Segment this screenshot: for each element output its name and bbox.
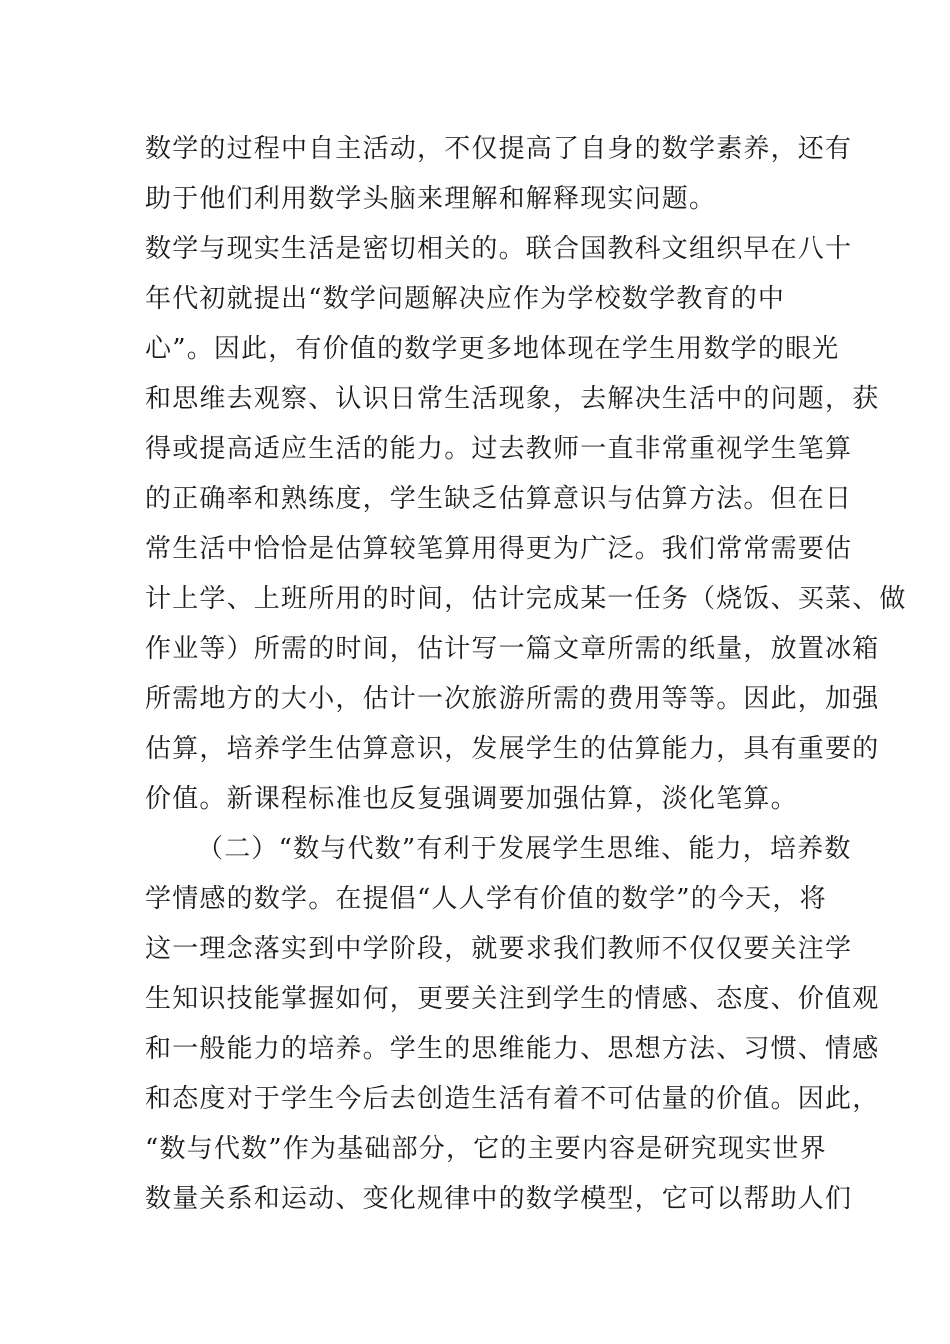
text-line: 学情感的数学。在提倡“人人学有价值的数学”的今天，将 bbox=[145, 884, 827, 914]
text-line: 常生活中恰恰是估算较笔算用得更为广泛。我们常常需要估 bbox=[145, 534, 853, 564]
text-line: 数量关系和运动、变化规律中的数学模型，它可以帮助人们 bbox=[145, 1184, 853, 1214]
text-line: 计上学、上班所用的时间，估计完成某一任务（烧饭、买菜、做 bbox=[145, 584, 907, 614]
text-line: 数学的过程中自主活动，不仅提高了自身的数学素养，还有 bbox=[145, 134, 853, 164]
text-line: 作业等）所需的时间，估计写一篇文章所需的纸量，放置冰箱 bbox=[145, 634, 880, 664]
text-line: 和一般能力的培养。学生的思维能力、思想方法、习惯、情感 bbox=[145, 1034, 880, 1064]
text-line: （二）“数与代数”有利于发展学生思维、能力，培养数 bbox=[197, 834, 852, 864]
text-line: 得或提高适应生活的能力。过去教师一直非常重视学生笔算 bbox=[145, 434, 853, 464]
text-line: 和思维去观察、认识日常生活现象，去解决生活中的问题，获 bbox=[145, 384, 880, 414]
text-line: 和态度对于学生今后去创造生活有着不可估量的价值。因此， bbox=[145, 1084, 880, 1114]
text-line: 的正确率和熟练度，学生缺乏估算意识与估算方法。但在日 bbox=[145, 484, 853, 514]
text-line: 这一理念落实到中学阶段，就要求我们教师不仅仅要关注学 bbox=[145, 934, 853, 964]
text-line: 助于他们利用数学头脑来理解和解释现实问题。 bbox=[145, 184, 717, 214]
text-line: 年代初就提出“数学问题解决应作为学校数学教育的中 bbox=[145, 284, 786, 314]
text-line: 心”。因此，有价值的数学更多地体现在学生用数学的眼光 bbox=[145, 334, 840, 364]
text-line: 价值。新课程标准也反复强调要加强估算，淡化笔算。 bbox=[145, 784, 798, 814]
text-line: 所需地方的大小，估计一次旅游所需的费用等等。因此，加强 bbox=[145, 684, 880, 714]
text-line: 估算，培养学生估算意识，发展学生的估算能力，具有重要的 bbox=[145, 734, 880, 764]
text-line: “数与代数”作为基础部分，它的主要内容是研究现实世界 bbox=[145, 1134, 827, 1164]
text-line: 生知识技能掌握如何，更要关注到学生的情感、态度、价值观 bbox=[145, 984, 880, 1014]
text-line: 数学与现实生活是密切相关的。联合国教科文组织早在八十 bbox=[145, 234, 853, 264]
